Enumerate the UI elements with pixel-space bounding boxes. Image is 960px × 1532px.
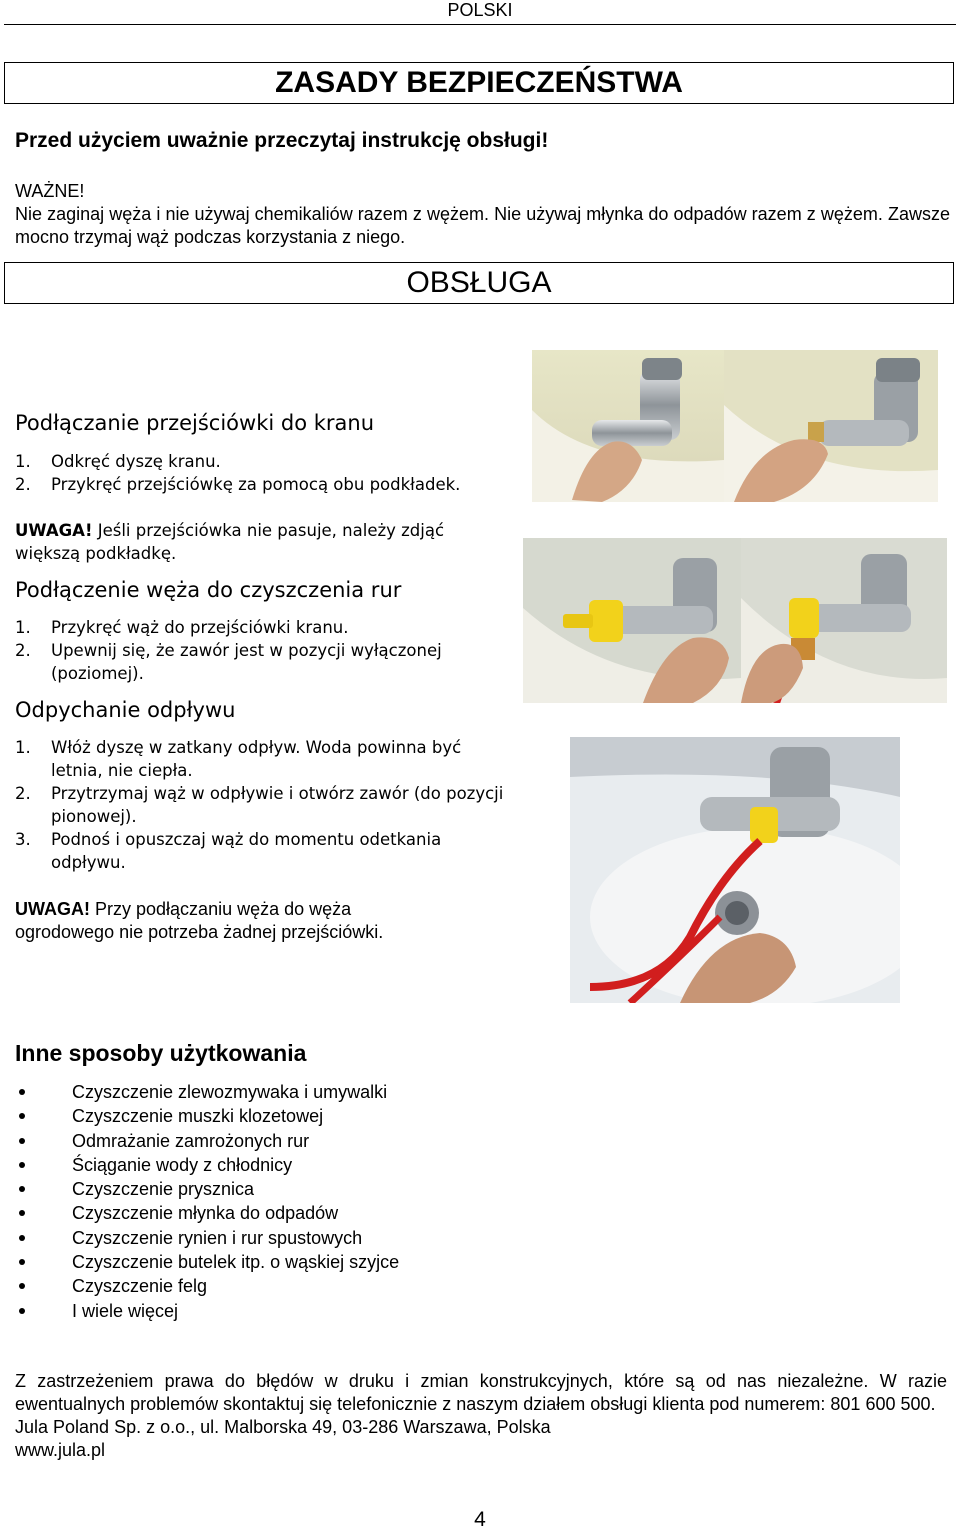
footer-disclaimer: Z zastrzeżeniem prawa do błędów w druku i zmian konstrukcyjnych, które są od nas niezależne. W razie ewentualnych problemów skontaktuj się telefonicznie z naszym działem obsługi klienta pod numerem: 801 600 500. [15, 1371, 947, 1414]
page-number: 4 [474, 1508, 486, 1531]
list-item: Czyszczenie zlewozmywaka i umywalki [15, 1080, 399, 1104]
list-item: 1. Włóż dyszę w zatkany odpływ. Woda powinna być letnia, nie ciepła. [15, 738, 462, 780]
section-heading-hose: Podłączenie węża do czyszczenia rur [15, 578, 402, 602]
operation-title: OBSŁUGA [4, 262, 954, 304]
list-item: Czyszczenie butelek itp. o wąskiej szyjce [15, 1250, 399, 1274]
other-uses-list [15, 1080, 399, 1323]
header-language: POLSKI [447, 0, 513, 20]
note-label: UWAGA! [15, 899, 90, 919]
list-item: 1. Odkręć dyszę kranu. [15, 452, 221, 471]
header-divider [4, 24, 956, 25]
note-label: UWAGA! [15, 521, 93, 540]
safety-intro: Przed użyciem uważnie przeczytaj instrukcję obsługi! [15, 129, 549, 152]
photo-screw-adapter [724, 350, 938, 502]
photo-unscrew-nozzle [532, 350, 724, 502]
list-item: I wiele więcej [15, 1299, 399, 1323]
note-text: Przy podłączaniu węża do węża ogrodowego nie potrzeba żadnej przejściówki. [15, 899, 384, 942]
important-text: Nie zaginaj węża i nie używaj chemikaliów razem z wężem. Nie używaj młynka do odpadów razem z wężem. Zawsze mocno trzymaj wąż podczas korzystania z niego. [15, 204, 950, 247]
important-label: WAŻNE! [15, 181, 85, 201]
photo-attach-hose [523, 538, 741, 703]
footer-website: www.jula.pl [15, 1440, 106, 1460]
adapter-note [15, 519, 500, 565]
list-item: 1. Przykręć wąż do przejściówki kranu. [15, 618, 349, 637]
footer [15, 1370, 947, 1462]
list-item: 3. Podnoś i opuszczaj wąż do momentu odetkania odpływu. [15, 830, 442, 872]
list-item: Czyszczenie felg [15, 1274, 399, 1298]
drain-note [15, 898, 445, 944]
list-item: Czyszczenie muszki klozetowej [15, 1104, 399, 1128]
hose-steps [15, 616, 505, 685]
drain-steps [15, 736, 505, 874]
other-uses-heading: Inne sposoby użytkowania [15, 1040, 307, 1066]
section-heading-adapter: Podłączanie przejściówki do kranu [15, 411, 374, 435]
list-item: 2. Przytrzymaj wąż w odpływie i otwórz zawór (do pozycji pionowej). [15, 784, 504, 826]
list-item: Ściąganie wody z chłodnicy [15, 1153, 399, 1177]
list-item: Czyszczenie prysznica [15, 1177, 399, 1201]
list-item: Odmrażanie zamrożonych rur [15, 1129, 399, 1153]
list-item: 2. Przykręć przejściówkę za pomocą obu podkładek. [15, 475, 461, 494]
adapter-steps [15, 450, 515, 496]
photo-valve-off [741, 538, 947, 703]
photo-unclog-drain [570, 737, 900, 1003]
section-heading-drain: Odpychanie odpływu [15, 698, 236, 722]
note-text: Jeśli przejściówka nie pasuje, należy zdjąć większą podkładkę. [15, 521, 445, 563]
safety-title: ZASADY BEZPIECZEŃSTWA [4, 62, 954, 104]
list-item: 2. Upewnij się, że zawór jest w pozycji wyłączonej (poziomej). [15, 641, 442, 683]
list-item: Czyszczenie młynka do odpadów [15, 1201, 399, 1225]
list-item: Czyszczenie rynien i rur spustowych [15, 1226, 399, 1250]
footer-address: Jula Poland Sp. z o.o., ul. Malborska 49, 03-286 Warszawa, Polska [15, 1417, 551, 1437]
important-block [15, 180, 950, 249]
